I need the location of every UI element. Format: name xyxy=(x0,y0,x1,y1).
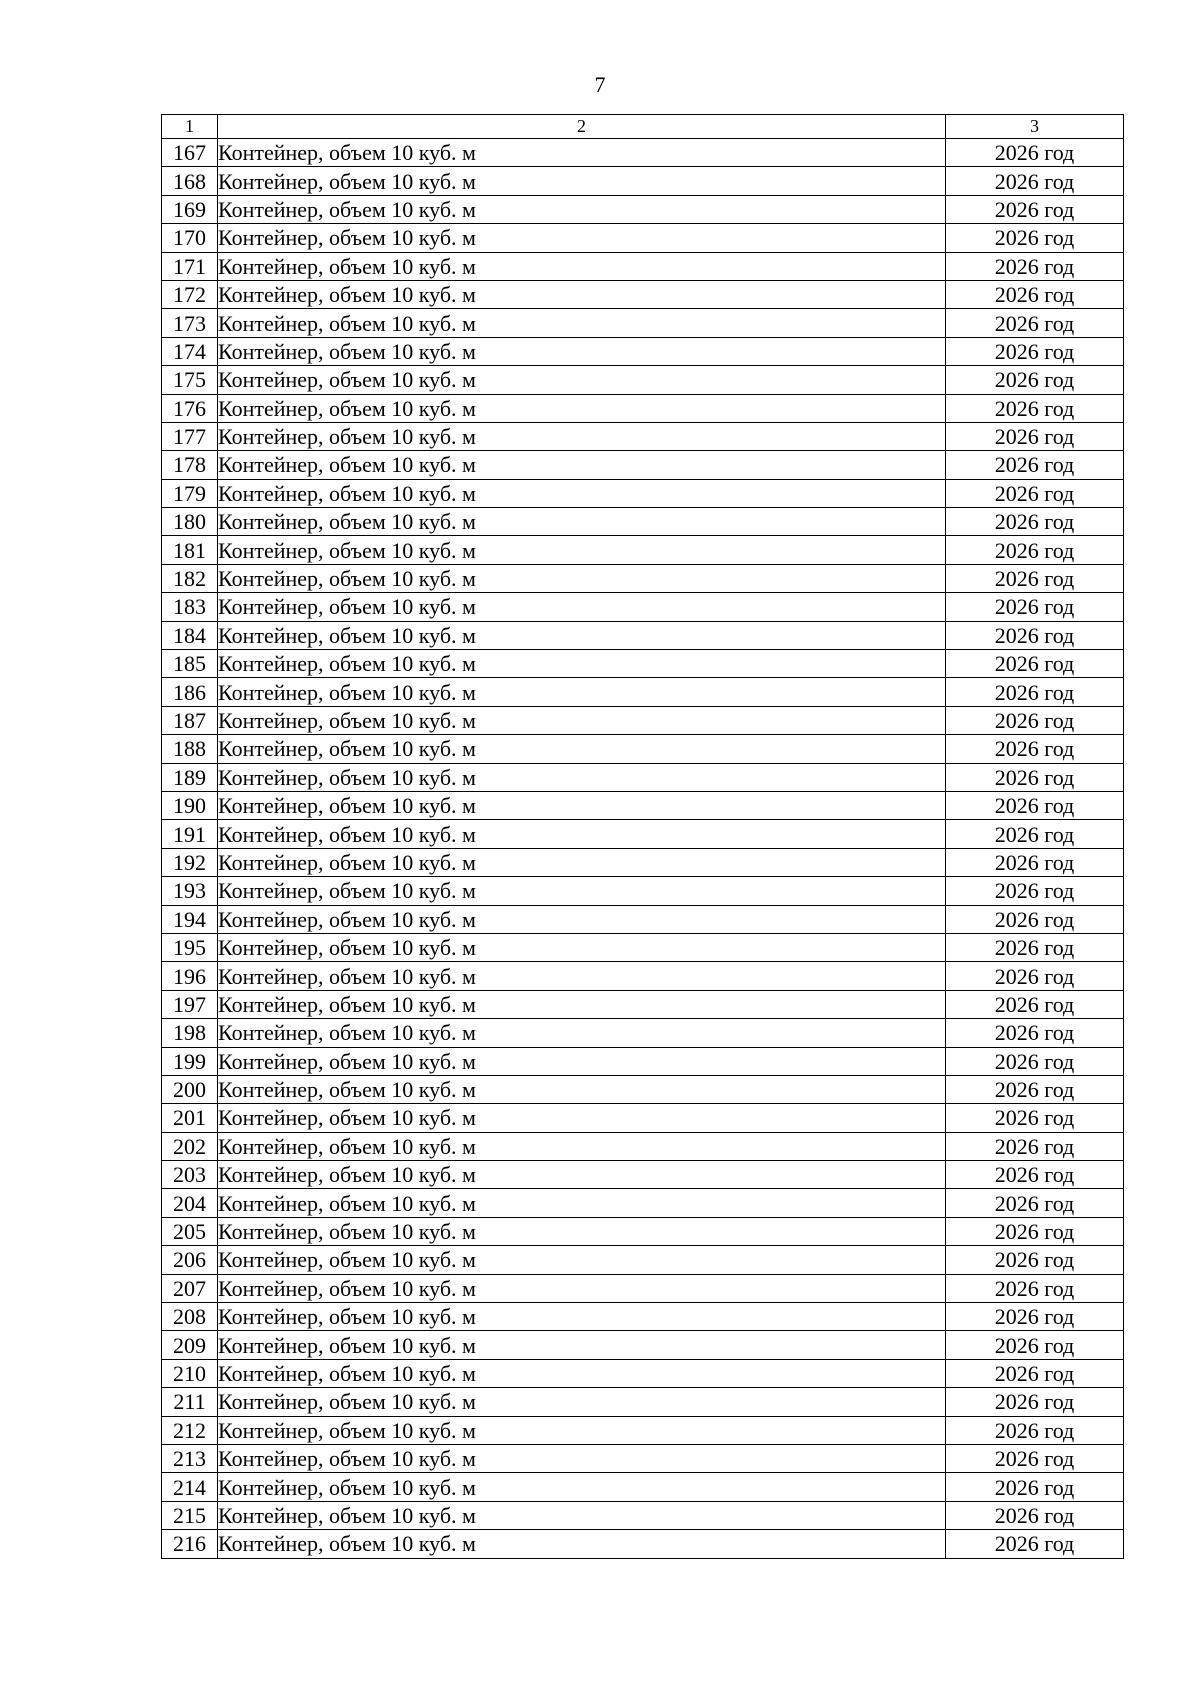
row-number-cell: 194 xyxy=(162,905,218,933)
table-row xyxy=(162,848,1124,876)
container-table xyxy=(161,114,1124,1559)
year-cell: 2026 год xyxy=(946,848,1124,876)
table-row xyxy=(162,280,1124,308)
table-row xyxy=(162,621,1124,649)
row-number-cell: 201 xyxy=(162,1104,218,1132)
item-name-cell: Контейнер, объем 10 куб. м xyxy=(218,224,946,252)
row-number-cell: 215 xyxy=(162,1501,218,1529)
page-number: 7 xyxy=(594,72,606,97)
table-header-row xyxy=(162,115,1124,139)
year-cell: 2026 год xyxy=(946,366,1124,394)
row-number-cell: 192 xyxy=(162,848,218,876)
item-name-cell: Контейнер, объем 10 куб. м xyxy=(218,1047,946,1075)
table-row xyxy=(162,1132,1124,1160)
row-number-cell: 179 xyxy=(162,479,218,507)
table-row xyxy=(162,678,1124,706)
item-name-cell: Контейнер, объем 10 куб. м xyxy=(218,877,946,905)
row-number-cell: 168 xyxy=(162,167,218,195)
item-name-cell: Контейнер, объем 10 куб. м xyxy=(218,1246,946,1274)
row-number-cell: 184 xyxy=(162,621,218,649)
table-row xyxy=(162,309,1124,337)
table-row xyxy=(162,1104,1124,1132)
year-cell: 2026 год xyxy=(946,167,1124,195)
year-cell: 2026 год xyxy=(946,763,1124,791)
table-row xyxy=(162,1189,1124,1217)
year-cell: 2026 год xyxy=(946,394,1124,422)
year-cell: 2026 год xyxy=(946,820,1124,848)
year-cell: 2026 год xyxy=(946,1530,1124,1558)
table-row xyxy=(162,508,1124,536)
year-cell: 2026 год xyxy=(946,877,1124,905)
table-row xyxy=(162,877,1124,905)
row-number-cell: 211 xyxy=(162,1388,218,1416)
table-row xyxy=(162,1274,1124,1302)
year-cell: 2026 год xyxy=(946,224,1124,252)
table-row xyxy=(162,990,1124,1018)
table-row xyxy=(162,394,1124,422)
year-cell: 2026 год xyxy=(946,479,1124,507)
item-name-cell: Контейнер, объем 10 куб. м xyxy=(218,933,946,961)
item-name-cell: Контейнер, объем 10 куб. м xyxy=(218,337,946,365)
year-cell: 2026 год xyxy=(946,678,1124,706)
item-name-cell: Контейнер, объем 10 куб. м xyxy=(218,1530,946,1558)
item-name-cell: Контейнер, объем 10 куб. м xyxy=(218,508,946,536)
row-number-cell: 178 xyxy=(162,451,218,479)
row-number-cell: 198 xyxy=(162,1019,218,1047)
table-row xyxy=(162,1246,1124,1274)
item-name-cell: Контейнер, объем 10 куб. м xyxy=(218,1501,946,1529)
table-row xyxy=(162,962,1124,990)
year-cell: 2026 год xyxy=(946,252,1124,280)
year-cell: 2026 год xyxy=(946,1217,1124,1245)
row-number-cell: 204 xyxy=(162,1189,218,1217)
year-cell: 2026 год xyxy=(946,1104,1124,1132)
row-number-cell: 188 xyxy=(162,735,218,763)
row-number-cell: 212 xyxy=(162,1416,218,1444)
table-row xyxy=(162,224,1124,252)
item-name-cell: Контейнер, объем 10 куб. м xyxy=(218,1473,946,1501)
item-name-cell: Контейнер, объем 10 куб. м xyxy=(218,1444,946,1472)
row-number-cell: 173 xyxy=(162,309,218,337)
table-body xyxy=(162,139,1124,1559)
column-header-3: 3 xyxy=(946,115,1124,139)
table-row xyxy=(162,1473,1124,1501)
row-number-cell: 206 xyxy=(162,1246,218,1274)
row-number-cell: 185 xyxy=(162,650,218,678)
item-name-cell: Контейнер, объем 10 куб. м xyxy=(218,621,946,649)
table-row xyxy=(162,167,1124,195)
item-name-cell: Контейнер, объем 10 куб. м xyxy=(218,536,946,564)
column-header-1: 1 xyxy=(162,115,218,139)
year-cell: 2026 год xyxy=(946,139,1124,167)
table-row xyxy=(162,650,1124,678)
row-number-cell: 182 xyxy=(162,564,218,592)
item-name-cell: Контейнер, объем 10 куб. м xyxy=(218,678,946,706)
year-cell: 2026 год xyxy=(946,1501,1124,1529)
item-name-cell: Контейнер, объем 10 куб. м xyxy=(218,280,946,308)
table-row xyxy=(162,1217,1124,1245)
table-row xyxy=(162,1444,1124,1472)
item-name-cell: Контейнер, объем 10 куб. м xyxy=(218,735,946,763)
row-number-cell: 189 xyxy=(162,763,218,791)
item-name-cell: Контейнер, объем 10 куб. м xyxy=(218,650,946,678)
item-name-cell: Контейнер, объем 10 куб. м xyxy=(218,962,946,990)
item-name-cell: Контейнер, объем 10 куб. м xyxy=(218,564,946,592)
table-row xyxy=(162,791,1124,819)
row-number-cell: 202 xyxy=(162,1132,218,1160)
row-number-cell: 195 xyxy=(162,933,218,961)
row-number-cell: 177 xyxy=(162,422,218,450)
row-number-cell: 172 xyxy=(162,280,218,308)
table-row xyxy=(162,139,1124,167)
table-row xyxy=(162,1303,1124,1331)
row-number-cell: 214 xyxy=(162,1473,218,1501)
row-number-cell: 196 xyxy=(162,962,218,990)
item-name-cell: Контейнер, объем 10 куб. м xyxy=(218,1359,946,1387)
item-name-cell: Контейнер, объем 10 куб. м xyxy=(218,848,946,876)
row-number-cell: 171 xyxy=(162,252,218,280)
item-name-cell: Контейнер, объем 10 куб. м xyxy=(218,820,946,848)
item-name-cell: Контейнер, объем 10 куб. м xyxy=(218,990,946,1018)
item-name-cell: Контейнер, объем 10 куб. м xyxy=(218,1189,946,1217)
table-row xyxy=(162,905,1124,933)
row-number-cell: 210 xyxy=(162,1359,218,1387)
item-name-cell: Контейнер, объем 10 куб. м xyxy=(218,905,946,933)
row-number-cell: 191 xyxy=(162,820,218,848)
item-name-cell: Контейнер, объем 10 куб. м xyxy=(218,706,946,734)
item-name-cell: Контейнер, объем 10 куб. м xyxy=(218,167,946,195)
table-row xyxy=(162,479,1124,507)
item-name-cell: Контейнер, объем 10 куб. м xyxy=(218,479,946,507)
year-cell: 2026 год xyxy=(946,650,1124,678)
item-name-cell: Контейнер, объем 10 куб. м xyxy=(218,1303,946,1331)
table-row xyxy=(162,1530,1124,1558)
row-number-cell: 187 xyxy=(162,706,218,734)
row-number-cell: 176 xyxy=(162,394,218,422)
item-name-cell: Контейнер, объем 10 куб. м xyxy=(218,763,946,791)
item-name-cell: Контейнер, объем 10 куб. м xyxy=(218,791,946,819)
year-cell: 2026 год xyxy=(946,990,1124,1018)
row-number-cell: 169 xyxy=(162,195,218,223)
row-number-cell: 180 xyxy=(162,508,218,536)
row-number-cell: 200 xyxy=(162,1075,218,1103)
table-row xyxy=(162,735,1124,763)
table-row xyxy=(162,1388,1124,1416)
year-cell: 2026 год xyxy=(946,706,1124,734)
year-cell: 2026 год xyxy=(946,933,1124,961)
year-cell: 2026 год xyxy=(946,195,1124,223)
year-cell: 2026 год xyxy=(946,337,1124,365)
item-name-cell: Контейнер, объем 10 куб. м xyxy=(218,1217,946,1245)
year-cell: 2026 год xyxy=(946,735,1124,763)
year-cell: 2026 год xyxy=(946,536,1124,564)
row-number-cell: 209 xyxy=(162,1331,218,1359)
year-cell: 2026 год xyxy=(946,309,1124,337)
row-number-cell: 190 xyxy=(162,791,218,819)
year-cell: 2026 год xyxy=(946,905,1124,933)
table-row xyxy=(162,252,1124,280)
table-row xyxy=(162,820,1124,848)
year-cell: 2026 год xyxy=(946,508,1124,536)
year-cell: 2026 год xyxy=(946,621,1124,649)
row-number-cell: 205 xyxy=(162,1217,218,1245)
item-name-cell: Контейнер, объем 10 куб. м xyxy=(218,1331,946,1359)
year-cell: 2026 год xyxy=(946,1331,1124,1359)
row-number-cell: 181 xyxy=(162,536,218,564)
table-row xyxy=(162,536,1124,564)
year-cell: 2026 год xyxy=(946,280,1124,308)
row-number-cell: 183 xyxy=(162,593,218,621)
table-row xyxy=(162,337,1124,365)
item-name-cell: Контейнер, объем 10 куб. м xyxy=(218,593,946,621)
item-name-cell: Контейнер, объем 10 куб. м xyxy=(218,1132,946,1160)
item-name-cell: Контейнер, объем 10 куб. м xyxy=(218,252,946,280)
year-cell: 2026 год xyxy=(946,1444,1124,1472)
item-name-cell: Контейнер, объем 10 куб. м xyxy=(218,1388,946,1416)
table-row xyxy=(162,195,1124,223)
row-number-cell: 193 xyxy=(162,877,218,905)
table-row xyxy=(162,593,1124,621)
year-cell: 2026 год xyxy=(946,564,1124,592)
item-name-cell: Контейнер, объем 10 куб. м xyxy=(218,1161,946,1189)
year-cell: 2026 год xyxy=(946,422,1124,450)
table-row xyxy=(162,706,1124,734)
row-number-cell: 207 xyxy=(162,1274,218,1302)
year-cell: 2026 год xyxy=(946,1473,1124,1501)
item-name-cell: Контейнер, объем 10 куб. м xyxy=(218,309,946,337)
item-name-cell: Контейнер, объем 10 куб. м xyxy=(218,1416,946,1444)
year-cell: 2026 год xyxy=(946,1189,1124,1217)
year-cell: 2026 год xyxy=(946,962,1124,990)
table-row xyxy=(162,564,1124,592)
row-number-cell: 203 xyxy=(162,1161,218,1189)
year-cell: 2026 год xyxy=(946,1161,1124,1189)
table-row xyxy=(162,451,1124,479)
year-cell: 2026 год xyxy=(946,1359,1124,1387)
table-row xyxy=(162,1331,1124,1359)
item-name-cell: Контейнер, объем 10 куб. м xyxy=(218,139,946,167)
year-cell: 2026 год xyxy=(946,1019,1124,1047)
item-name-cell: Контейнер, объем 10 куб. м xyxy=(218,394,946,422)
year-cell: 2026 год xyxy=(946,1388,1124,1416)
table-row xyxy=(162,1047,1124,1075)
table-row xyxy=(162,1359,1124,1387)
year-cell: 2026 год xyxy=(946,1047,1124,1075)
item-name-cell: Контейнер, объем 10 куб. м xyxy=(218,366,946,394)
table-row xyxy=(162,422,1124,450)
year-cell: 2026 год xyxy=(946,1274,1124,1302)
row-number-cell: 175 xyxy=(162,366,218,394)
row-number-cell: 197 xyxy=(162,990,218,1018)
row-number-cell: 216 xyxy=(162,1530,218,1558)
row-number-cell: 208 xyxy=(162,1303,218,1331)
row-number-cell: 170 xyxy=(162,224,218,252)
table-row xyxy=(162,1019,1124,1047)
item-name-cell: Контейнер, объем 10 куб. м xyxy=(218,451,946,479)
year-cell: 2026 год xyxy=(946,1075,1124,1103)
table-row xyxy=(162,366,1124,394)
row-number-cell: 174 xyxy=(162,337,218,365)
year-cell: 2026 год xyxy=(946,791,1124,819)
row-number-cell: 199 xyxy=(162,1047,218,1075)
table-row xyxy=(162,1075,1124,1103)
table-row xyxy=(162,933,1124,961)
item-name-cell: Контейнер, объем 10 куб. м xyxy=(218,1274,946,1302)
item-name-cell: Контейнер, объем 10 куб. м xyxy=(218,1104,946,1132)
item-name-cell: Контейнер, объем 10 куб. м xyxy=(218,422,946,450)
year-cell: 2026 год xyxy=(946,1303,1124,1331)
item-name-cell: Контейнер, объем 10 куб. м xyxy=(218,1019,946,1047)
row-number-cell: 167 xyxy=(162,139,218,167)
item-name-cell: Контейнер, объем 10 куб. м xyxy=(218,1075,946,1103)
column-header-2: 2 xyxy=(218,115,946,139)
row-number-cell: 186 xyxy=(162,678,218,706)
year-cell: 2026 год xyxy=(946,1132,1124,1160)
table-row xyxy=(162,1416,1124,1444)
table-row xyxy=(162,1501,1124,1529)
table-row xyxy=(162,1161,1124,1189)
year-cell: 2026 год xyxy=(946,1246,1124,1274)
year-cell: 2026 год xyxy=(946,1416,1124,1444)
table-row xyxy=(162,763,1124,791)
year-cell: 2026 год xyxy=(946,593,1124,621)
item-name-cell: Контейнер, объем 10 куб. м xyxy=(218,195,946,223)
year-cell: 2026 год xyxy=(946,451,1124,479)
row-number-cell: 213 xyxy=(162,1444,218,1472)
